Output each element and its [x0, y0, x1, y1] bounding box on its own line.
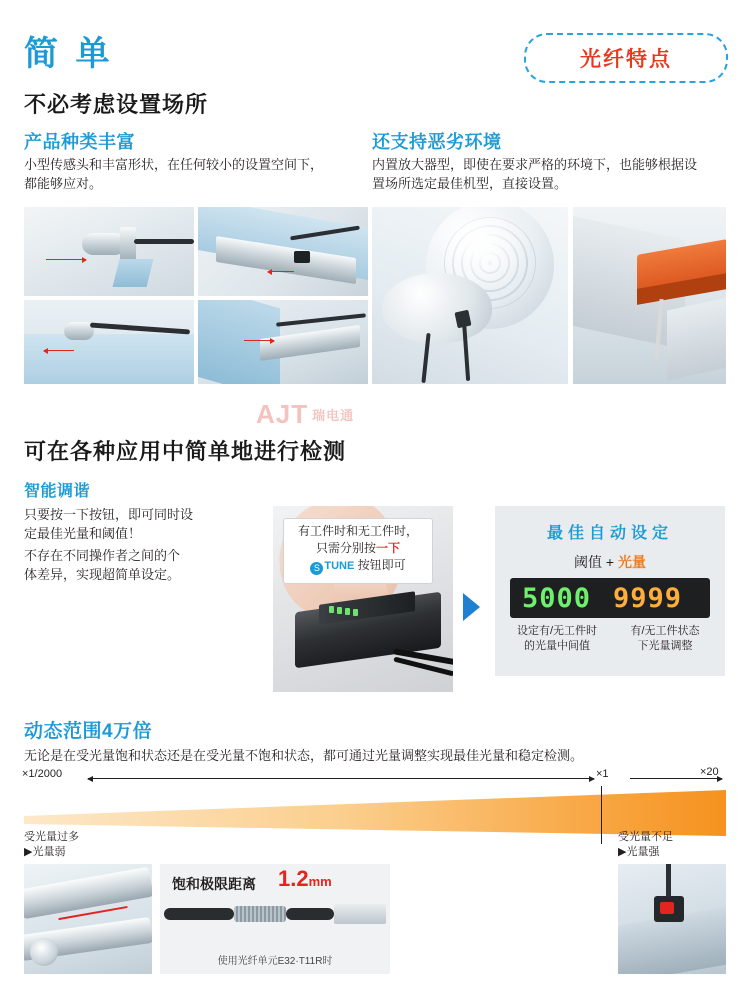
lcd-caption-right-line1: 有/无工件状态 [630, 625, 700, 637]
panel-subtitle [495, 552, 725, 572]
page-title: 简 单 [24, 35, 114, 73]
note-left-line1: 受光量过多 [24, 831, 79, 843]
section2-heading: 可在各种应用中简单地进行检测 [24, 439, 347, 464]
saturation-title: 饱和极限距离 [172, 876, 256, 892]
direction-arrow [46, 259, 86, 260]
watermark-main: AJT [256, 398, 309, 429]
product-photo-2 [198, 207, 368, 296]
tune-callout [283, 518, 433, 584]
axis-tick [601, 786, 602, 844]
lcd-light-value: 9999 [613, 582, 683, 614]
panel-subtitle-pre: 阈值 + [574, 554, 618, 570]
section1-heading: 不必考虑设置场所 [24, 92, 209, 117]
product-photo-1 [24, 207, 194, 296]
tune-text-4: 体差异，实现超简单设定。 [24, 567, 181, 582]
callout-line-2-emph: 一下 [376, 541, 401, 555]
tune-text-1: 只要按一下按钮，即可同时设 [24, 507, 194, 522]
section1-right-text: 内置放大器型，即使在要求严格的环境下，也能够根据设置场所选定最佳机型，直接设置。 [372, 157, 698, 191]
section1-left-text: 小型传感头和丰富形状，在任何较小的设置空间下，都能够应对。 [24, 157, 324, 191]
watermark [256, 398, 486, 430]
bottom-photo-right [618, 864, 726, 974]
tune-logo-icon: S [310, 562, 323, 575]
callout-line-3-text: 按钮即可 [357, 558, 406, 572]
axis-label-left: ×1/2000 [22, 768, 63, 780]
note-right-line2: ▶光量强 [618, 846, 660, 858]
tune-text-2: 定最佳光量和阈值！ [24, 526, 142, 541]
saturation-unit: mm [308, 874, 332, 889]
axis-line-main [88, 778, 594, 779]
lcd-caption-left-line2: 的光量中间值 [524, 640, 590, 652]
product-photo-6 [198, 300, 368, 384]
note-left [24, 830, 79, 860]
note-left-line2: ▶光量弱 [24, 846, 66, 858]
panel-title: 最佳自动设定 [546, 525, 673, 542]
saturation-caption: 使用光纤单元E32·T11R时 [217, 956, 333, 967]
lcd-caption-left-line1: 设定有/无工件时 [516, 625, 598, 637]
status-badge: 光纤特点 [524, 33, 728, 83]
product-photo-5 [24, 300, 194, 384]
note-right-line1: 受光量不足 [618, 831, 673, 843]
lcd-display [510, 578, 710, 618]
callout-line-2 [284, 540, 432, 557]
product-photo-4 [573, 207, 726, 384]
lcd-threshold-value: 5000 [522, 582, 592, 614]
callout-line-1: 有工件时和无工件时， [297, 524, 418, 538]
tune-brand: TUNE [324, 560, 355, 572]
auto-setting-panel [495, 506, 725, 676]
section3-title: 动态范围4万倍 [24, 721, 153, 742]
saturation-number: 1.2 [278, 866, 309, 891]
saturation-value [278, 866, 332, 892]
bottom-photo-left [24, 864, 152, 974]
tune-text-3: 不存在不同操作者之间的个 [24, 548, 181, 563]
tune-title: 智能调谐 [24, 483, 91, 500]
panel-subtitle-emph: 光量 [617, 554, 646, 570]
axis-label-right: ×20 [700, 766, 719, 778]
lcd-caption-right-line2: 下光量调整 [637, 640, 693, 652]
section1-right-title: 还支持恶劣环境 [372, 132, 502, 152]
lcd-caption-left [505, 624, 609, 654]
section1-left-title: 产品种类丰富 [24, 132, 135, 152]
lcd-caption-right [613, 624, 717, 654]
note-right [618, 830, 673, 860]
product-photo-3 [372, 207, 568, 384]
watermark-sub: 瑞电通 [312, 407, 355, 423]
bottom-photo-center [160, 864, 390, 974]
section3-text: 无论是在受光量饱和状态还是在受光量不饱和状态，都可通过光量调整实现最佳光量和稳定检测。 [24, 748, 584, 763]
axis-label-mid: ×1 [596, 768, 609, 780]
callout-line-3 [284, 557, 432, 575]
axis-line-right [630, 778, 722, 779]
callout-line-2-text: 只需分别按 [315, 541, 376, 555]
flow-arrow-icon [463, 593, 480, 621]
